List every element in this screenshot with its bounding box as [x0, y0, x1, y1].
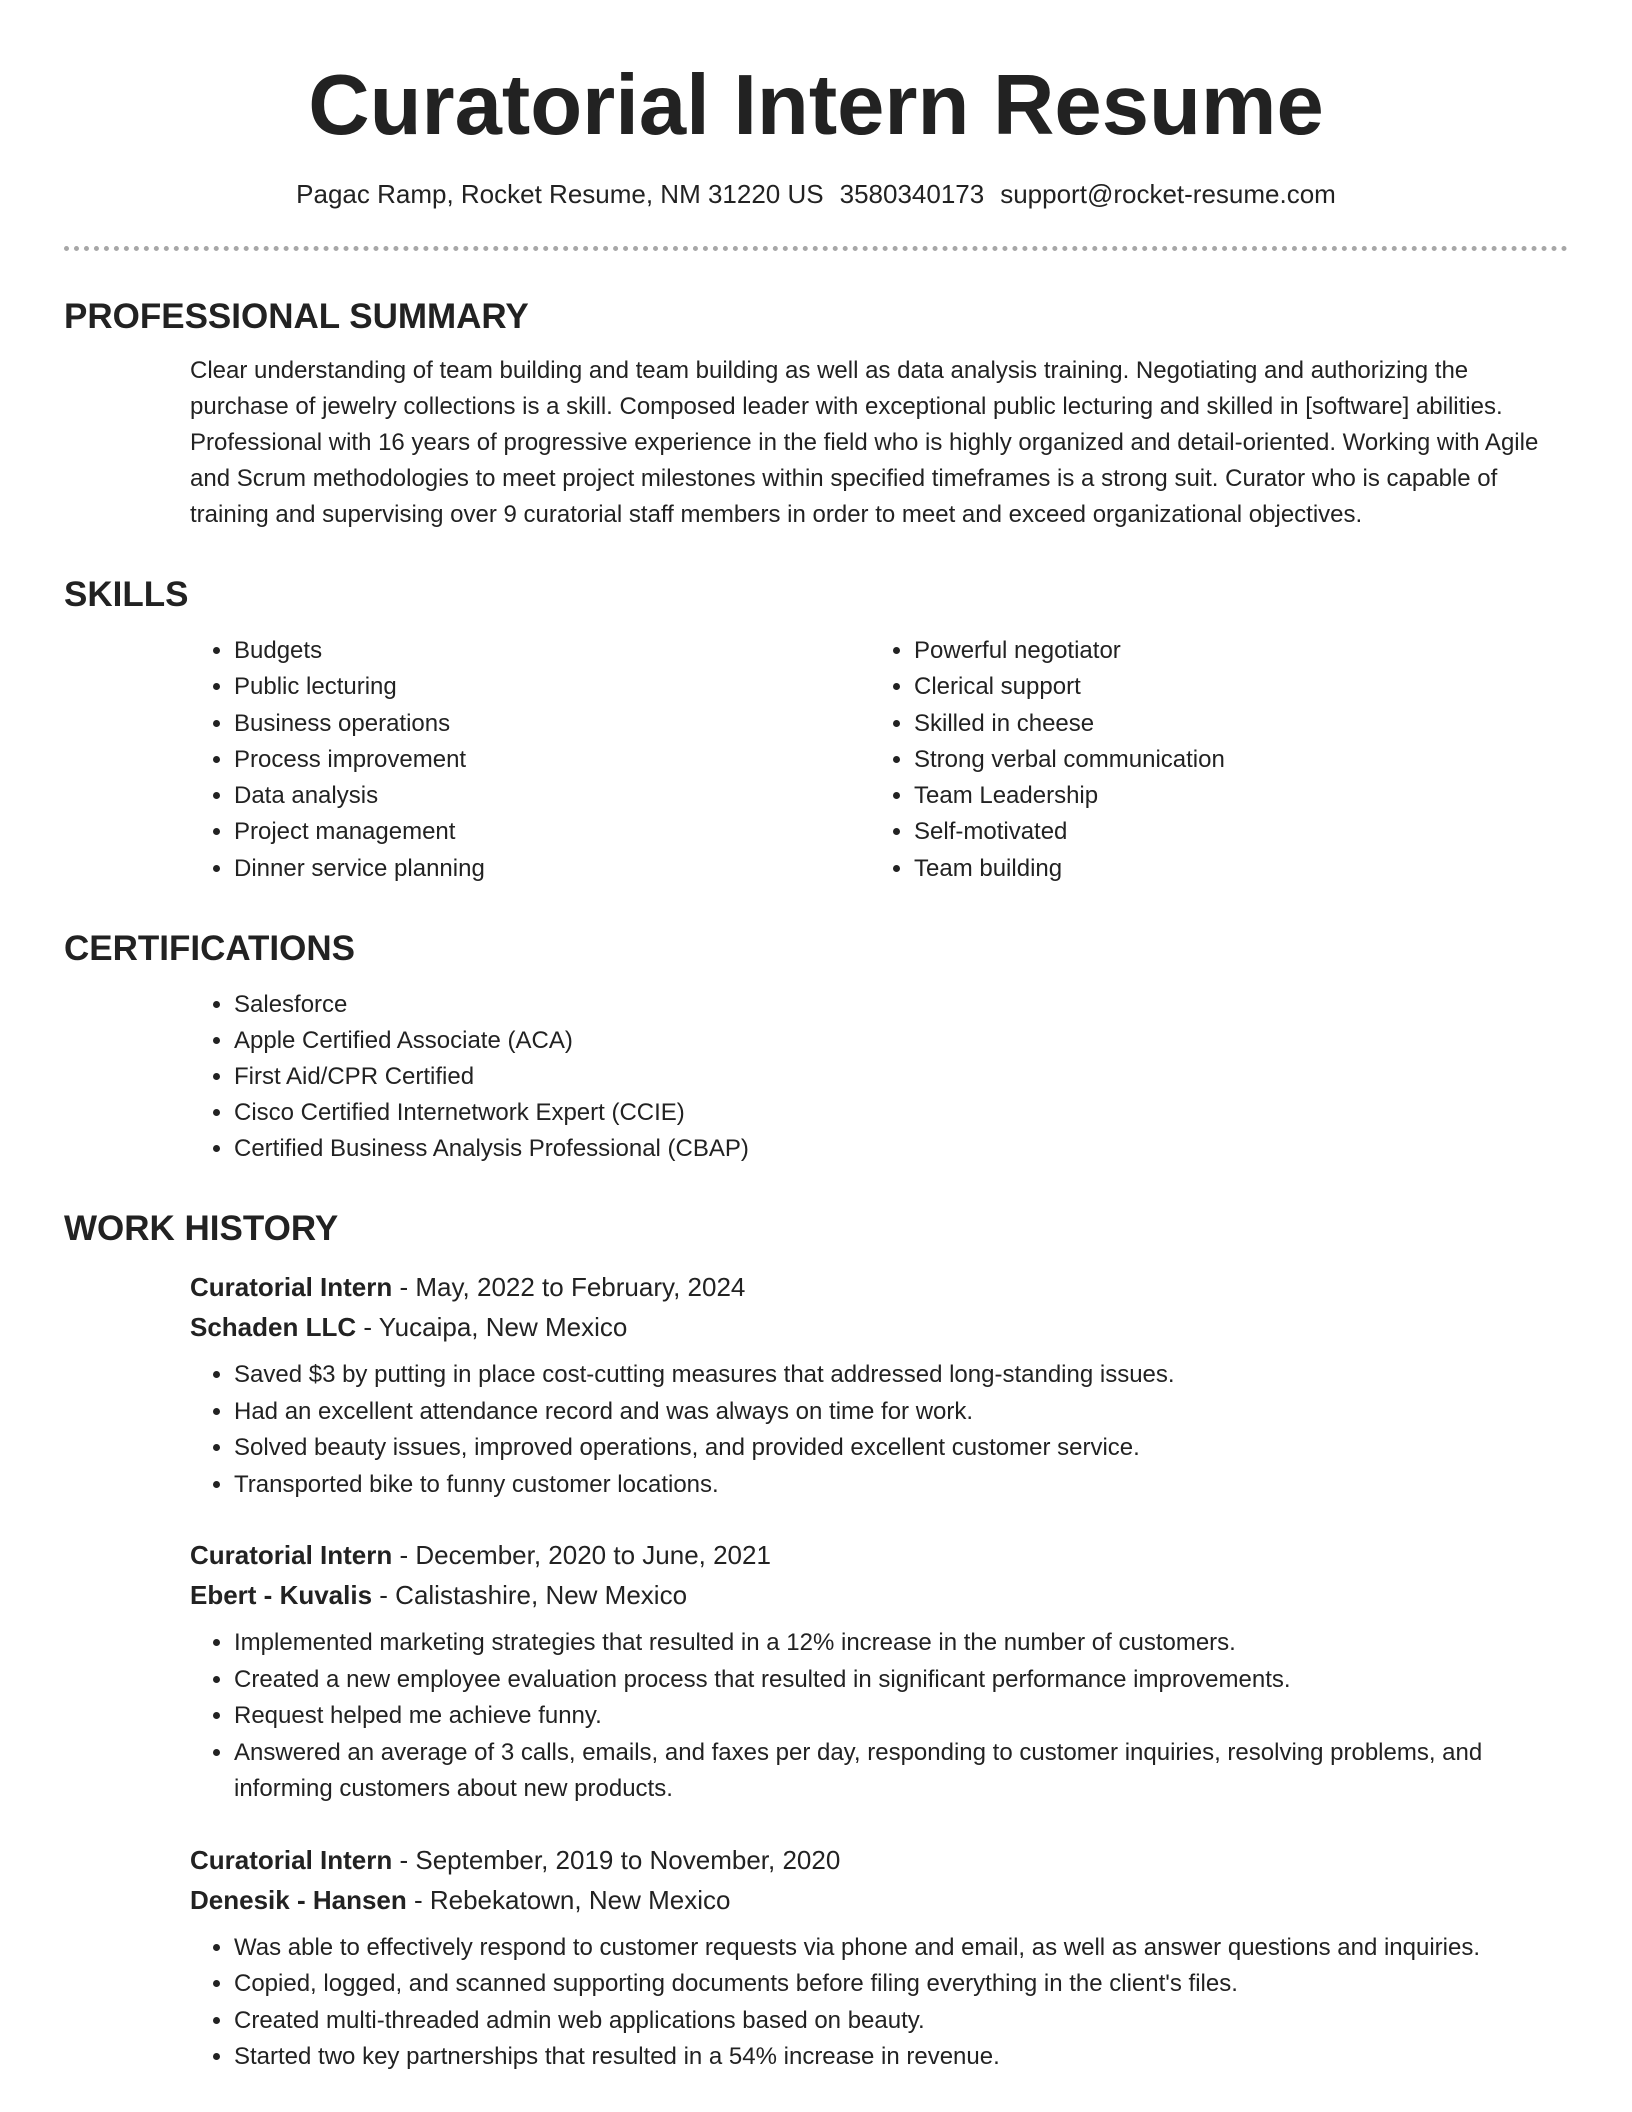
job-bullet: • Request helped me achieve funny. — [234, 1698, 1568, 1735]
skill-item: • Skilled in cheese — [914, 706, 1550, 742]
job-bullet: • Saved $3 by putting in place cost-cutting measures that addressed long-standing issues. — [234, 1357, 1568, 1394]
certification-item: • Certified Business Analysis Professional (CBAP) — [234, 1131, 1568, 1167]
job-bullet: • Was able to effectively respond to customer requests via phone and email, as well as answer questions and inquiries. — [234, 1930, 1568, 1967]
skill-item: • Budgets — [234, 633, 870, 669]
certifications-section — [64, 927, 1568, 1167]
skill-item: • Dinner service planning — [234, 851, 870, 887]
job-title-line — [190, 1535, 1568, 1575]
job-role: Curatorial Intern — [190, 1540, 393, 1571]
certification-item: • Salesforce — [234, 987, 1568, 1023]
job-bullet: • Created multi-threaded admin web applications based on beauty. — [234, 2003, 1568, 2040]
contact-line — [64, 176, 1568, 212]
skill-item: • Team Leadership — [914, 778, 1550, 814]
job-bullet: • Answered an average of 3 calls, emails, and faxes per day, responding to customer inquiries, resolving problems, and informing customers about new products. — [234, 1735, 1568, 1808]
summary-heading: PROFESSIONAL SUMMARY — [64, 297, 529, 336]
skill-item: • Data analysis — [234, 778, 870, 814]
page-title: Curatorial Intern Resume — [308, 58, 1324, 153]
contact-phone: 3580340173 — [839, 179, 985, 209]
job-entry — [190, 1840, 1568, 2076]
skill-item: • Self-motivated — [914, 814, 1550, 850]
skills-section — [64, 573, 1568, 887]
job-company: Ebert - Kuvalis — [190, 1580, 373, 1611]
job-company-line — [190, 1880, 1568, 1920]
job-bullet: • Implemented marketing strategies that resulted in a 12% increase in the number of customers. — [234, 1625, 1568, 1662]
header-divider — [64, 246, 1568, 251]
job-company-line — [190, 1307, 1568, 1347]
certification-item: • Cisco Certified Internetwork Expert (CCIE) — [234, 1095, 1568, 1131]
skill-item: • Clerical support — [914, 669, 1550, 705]
skill-item: • Project management — [234, 814, 870, 850]
job-bullets — [190, 1357, 1568, 1503]
summary-text: Clear understanding of team building and team building as well as data analysis training. Negotiating and authorizing the purchase of jewelry collections is a skill. Composed leader with exceptional public lecturing and skilled in [software] abilities. Professional with 16 years of progressive experience in the field who is highly organized and detail-oriented. Working with Agile and Scrum methodologies to meet project milestones within specified timeframes is a strong suit. Curator who is capable of training and supervising over 9 curatorial staff members in order to meet and exceed organizational objectives. — [190, 357, 1539, 528]
certification-item: • Apple Certified Associate (ACA) — [234, 1023, 1568, 1059]
certification-item: • First Aid/CPR Certified — [234, 1059, 1568, 1095]
job-title-line — [190, 1840, 1568, 1880]
job-company: Denesik - Hansen — [190, 1884, 407, 1915]
contact-address: Pagac Ramp, Rocket Resume, NM 31220 US — [296, 179, 824, 209]
job-bullet: • Copied, logged, and scanned supporting documents before filing everything in the client's files. — [234, 1966, 1568, 2003]
job-bullet: • Started two key partnerships that resulted in a 54% increase in revenue. — [234, 2039, 1568, 2076]
skills-column-left — [190, 633, 870, 887]
job-location: - Yucaipa, New Mexico — [356, 1312, 628, 1343]
job-location: - Calistashire, New Mexico — [372, 1580, 688, 1611]
job-dates: - September, 2019 to November, 2020 — [392, 1844, 841, 1875]
skill-item: • Team building — [914, 851, 1550, 887]
skill-item: • Public lecturing — [234, 669, 870, 705]
job-role: Curatorial Intern — [190, 1272, 393, 1303]
job-bullet: • Created a new employee evaluation process that resulted in significant performance improvements. — [234, 1662, 1568, 1699]
work-history-heading: WORK HISTORY — [64, 1209, 339, 1249]
job-entry — [190, 1267, 1568, 1503]
skills-heading: SKILLS — [64, 575, 189, 614]
job-entry — [190, 1535, 1568, 1808]
work-history-section — [64, 1207, 1568, 2076]
job-bullet: • Solved beauty issues, improved operations, and provided excellent customer service. — [234, 1430, 1568, 1467]
job-company: Schaden LLC — [190, 1312, 357, 1343]
job-dates: - May, 2022 to February, 2024 — [392, 1272, 746, 1303]
skills-list-left — [190, 633, 870, 887]
job-bullet: • Had an excellent attendance record and was always on time for work. — [234, 1394, 1568, 1431]
job-company-line — [190, 1575, 1568, 1615]
skill-item: • Strong verbal communication — [914, 742, 1550, 778]
contact-email: support@rocket-resume.com — [1000, 179, 1336, 209]
skills-column-right — [870, 633, 1550, 887]
skill-item: • Business operations — [234, 706, 870, 742]
skill-item: • Process improvement — [234, 742, 870, 778]
summary-section — [64, 295, 1568, 533]
skills-list-right — [870, 633, 1550, 887]
job-role: Curatorial Intern — [190, 1844, 393, 1875]
job-dates: - December, 2020 to June, 2021 — [392, 1540, 771, 1571]
job-bullet: • Transported bike to funny customer locations. — [234, 1467, 1568, 1504]
job-bullets — [190, 1625, 1568, 1808]
job-title-line — [190, 1267, 1568, 1307]
job-location: - Rebekatown, New Mexico — [406, 1884, 731, 1915]
job-bullets — [190, 1930, 1568, 2076]
certifications-list — [190, 987, 1568, 1167]
skill-item: • Powerful negotiator — [914, 633, 1550, 669]
certifications-heading: CERTIFICATIONS — [64, 929, 356, 969]
